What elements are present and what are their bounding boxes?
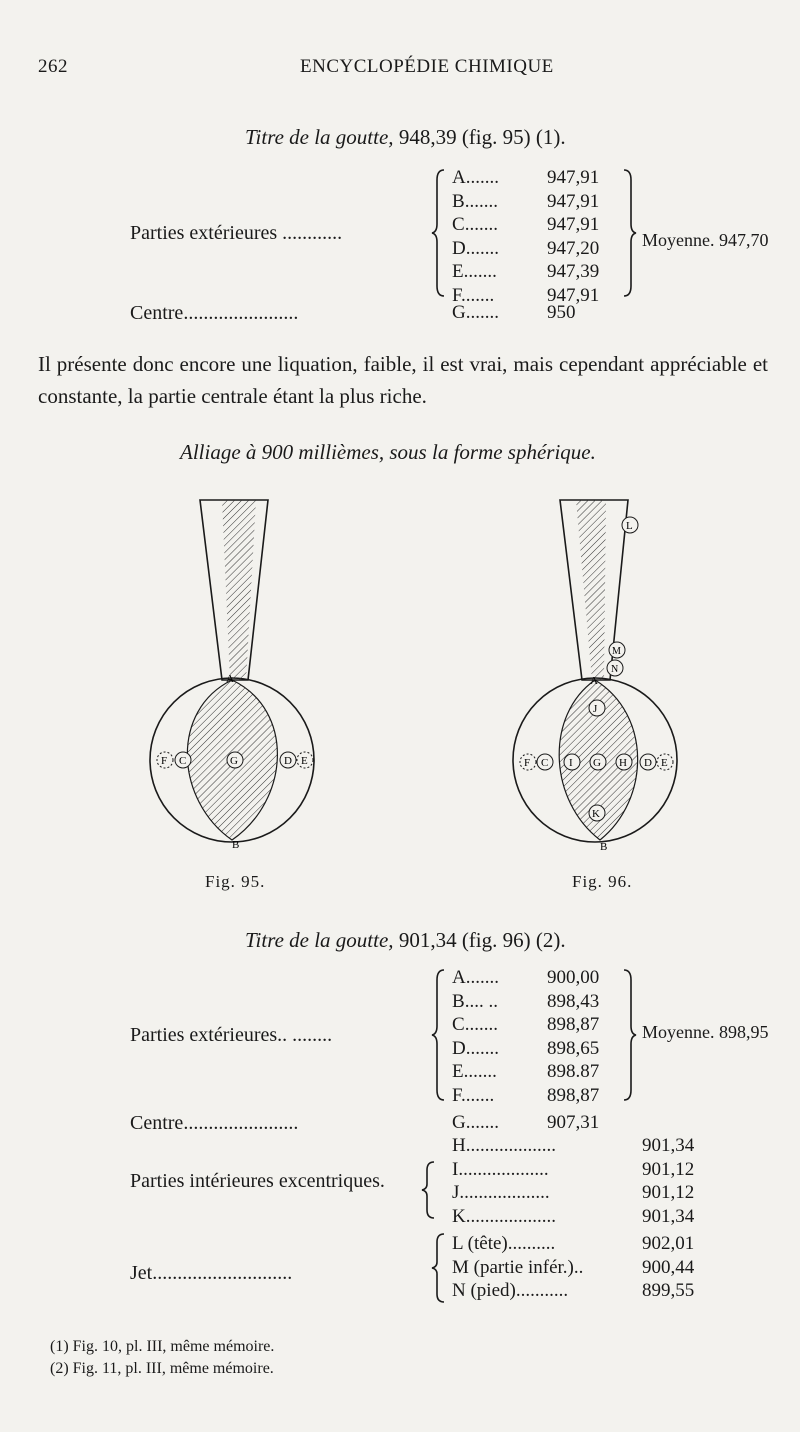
section1-right-brace (620, 168, 638, 298)
section2-left-brace (430, 968, 448, 1103)
figures-svg (0, 480, 800, 900)
s2-row-l: L (tête).......... 902,01 (452, 1233, 695, 1254)
section1-centre-row: G....... 950 (452, 302, 576, 323)
section2-average: Moyenne. 898,95 (642, 1022, 769, 1042)
section1-left-brace (430, 168, 448, 298)
s2-row-b: B.... .. 898,43 (452, 990, 600, 1012)
section1-caption (245, 125, 566, 150)
section1-average: Moyenne. 947,70 (642, 230, 769, 250)
fig95-label-c: C (179, 755, 187, 767)
s2-row-k: K................... 901,34 (452, 1205, 695, 1227)
s2-row-j: J................... 901,12 (452, 1182, 695, 1203)
body-paragraph: Il présente donc encore une liquation, faible, il est vrai, mais cependant appréciable et constante, la partie centrale étant la plus riche. (38, 352, 768, 408)
fig96-label-n: N (611, 664, 619, 675)
section2-interior-brace (420, 1160, 438, 1220)
s2-row-e: E....... 898.87 (452, 1061, 600, 1082)
s2-row-h: H................... 901,34 (452, 1135, 695, 1156)
running-title: ENCYCLOPÉDIE CHIMIQUE (300, 56, 554, 77)
fig96-neck-core (576, 500, 606, 680)
fig96-label-k: K (592, 808, 600, 820)
section1-exterior-rows (452, 166, 599, 307)
section1-centre: Centre....................... (130, 302, 299, 324)
figure-96 (513, 500, 677, 853)
fig96-label-m: M (612, 646, 621, 657)
page-number: 262 (38, 56, 68, 77)
section2-jet-label: Jet............................ (130, 1262, 293, 1284)
figure-95 (150, 500, 314, 851)
fig96-label-i: I (569, 757, 573, 769)
s2-row-f: F....... 898,87 (452, 1084, 600, 1106)
fig95-label-f: F (161, 755, 168, 767)
fig95-label-e: E (301, 755, 308, 767)
s2-row-i: I................... 901,12 (452, 1158, 695, 1180)
s2-row-n: N (pied)........... 899,55 (452, 1280, 695, 1301)
alloy-caption: Alliage à 900 millièmes, sous la forme sphérique. (180, 440, 596, 464)
fig96-caption: Fig. 96. (572, 872, 633, 891)
s1-row-f: F....... 947,91 (452, 284, 600, 306)
section1-caption-rest: 948,39 (fig. 95) (1). (393, 125, 566, 149)
section2-jet-brace (430, 1232, 448, 1304)
fig96-label-f: F (524, 757, 531, 769)
footnote-2: (2) Fig. 11, pl. III, même mémoire. (50, 1360, 274, 1377)
s1-row-e: E....... 947,39 (452, 261, 600, 282)
section2-caption (245, 928, 566, 953)
fig95-label-a: A (226, 673, 234, 685)
fig96-label-c: C (541, 757, 549, 769)
fig96-label-l: L (626, 520, 633, 532)
fig95-label-d: D (284, 755, 292, 767)
section2-exterior-label: Parties extérieures.. ........ (130, 1024, 333, 1046)
footnote-1: (1) Fig. 10, pl. III, même mémoire. (50, 1338, 275, 1355)
fig96-label-g: G (593, 757, 601, 769)
fig96-label-d: D (644, 757, 652, 769)
section2-caption-italic: Titre de la goutte, (245, 928, 394, 952)
s1-row-c: C....... 947,91 (452, 214, 600, 235)
section2-exterior-rows (452, 966, 599, 1107)
s1-row-a: A....... 947,91 (452, 167, 600, 188)
section2-right-brace (620, 968, 638, 1103)
s2-row-a: A....... 900,00 (452, 967, 600, 988)
s2-row-d: D....... 898,65 (452, 1037, 600, 1059)
section2-interior-label: Parties intérieures excentriques. (130, 1170, 385, 1192)
fig96-label-a: A (590, 675, 598, 687)
fig95-label-b: B (232, 839, 240, 851)
section1-caption-italic: Titre de la goutte, (245, 125, 394, 149)
fig96-label-h: H (619, 757, 627, 769)
s1-row-b: B....... 947,91 (452, 190, 600, 212)
fig95-caption: Fig. 95. (205, 872, 266, 891)
fig96-label-b: B (600, 841, 608, 853)
section2-interior-rows (452, 1134, 694, 1228)
section2-centre-row: G....... 907,31 (452, 1112, 600, 1133)
section1-exterior-label: Parties extérieures ............ (130, 222, 343, 244)
section2-centre: Centre....................... (130, 1112, 299, 1134)
section2-caption-rest: 901,34 (fig. 96) (2). (393, 928, 566, 952)
s2-row-m: M (partie infér.).. 900,44 (452, 1256, 695, 1278)
s2-row-c: C....... 898,87 (452, 1014, 600, 1035)
fig95-label-g: G (230, 755, 238, 767)
s1-row-d: D....... 947,20 (452, 237, 600, 259)
fig96-label-e: E (661, 757, 668, 769)
section2-jet-rows (452, 1232, 694, 1303)
fig96-label-j: J (593, 703, 598, 715)
